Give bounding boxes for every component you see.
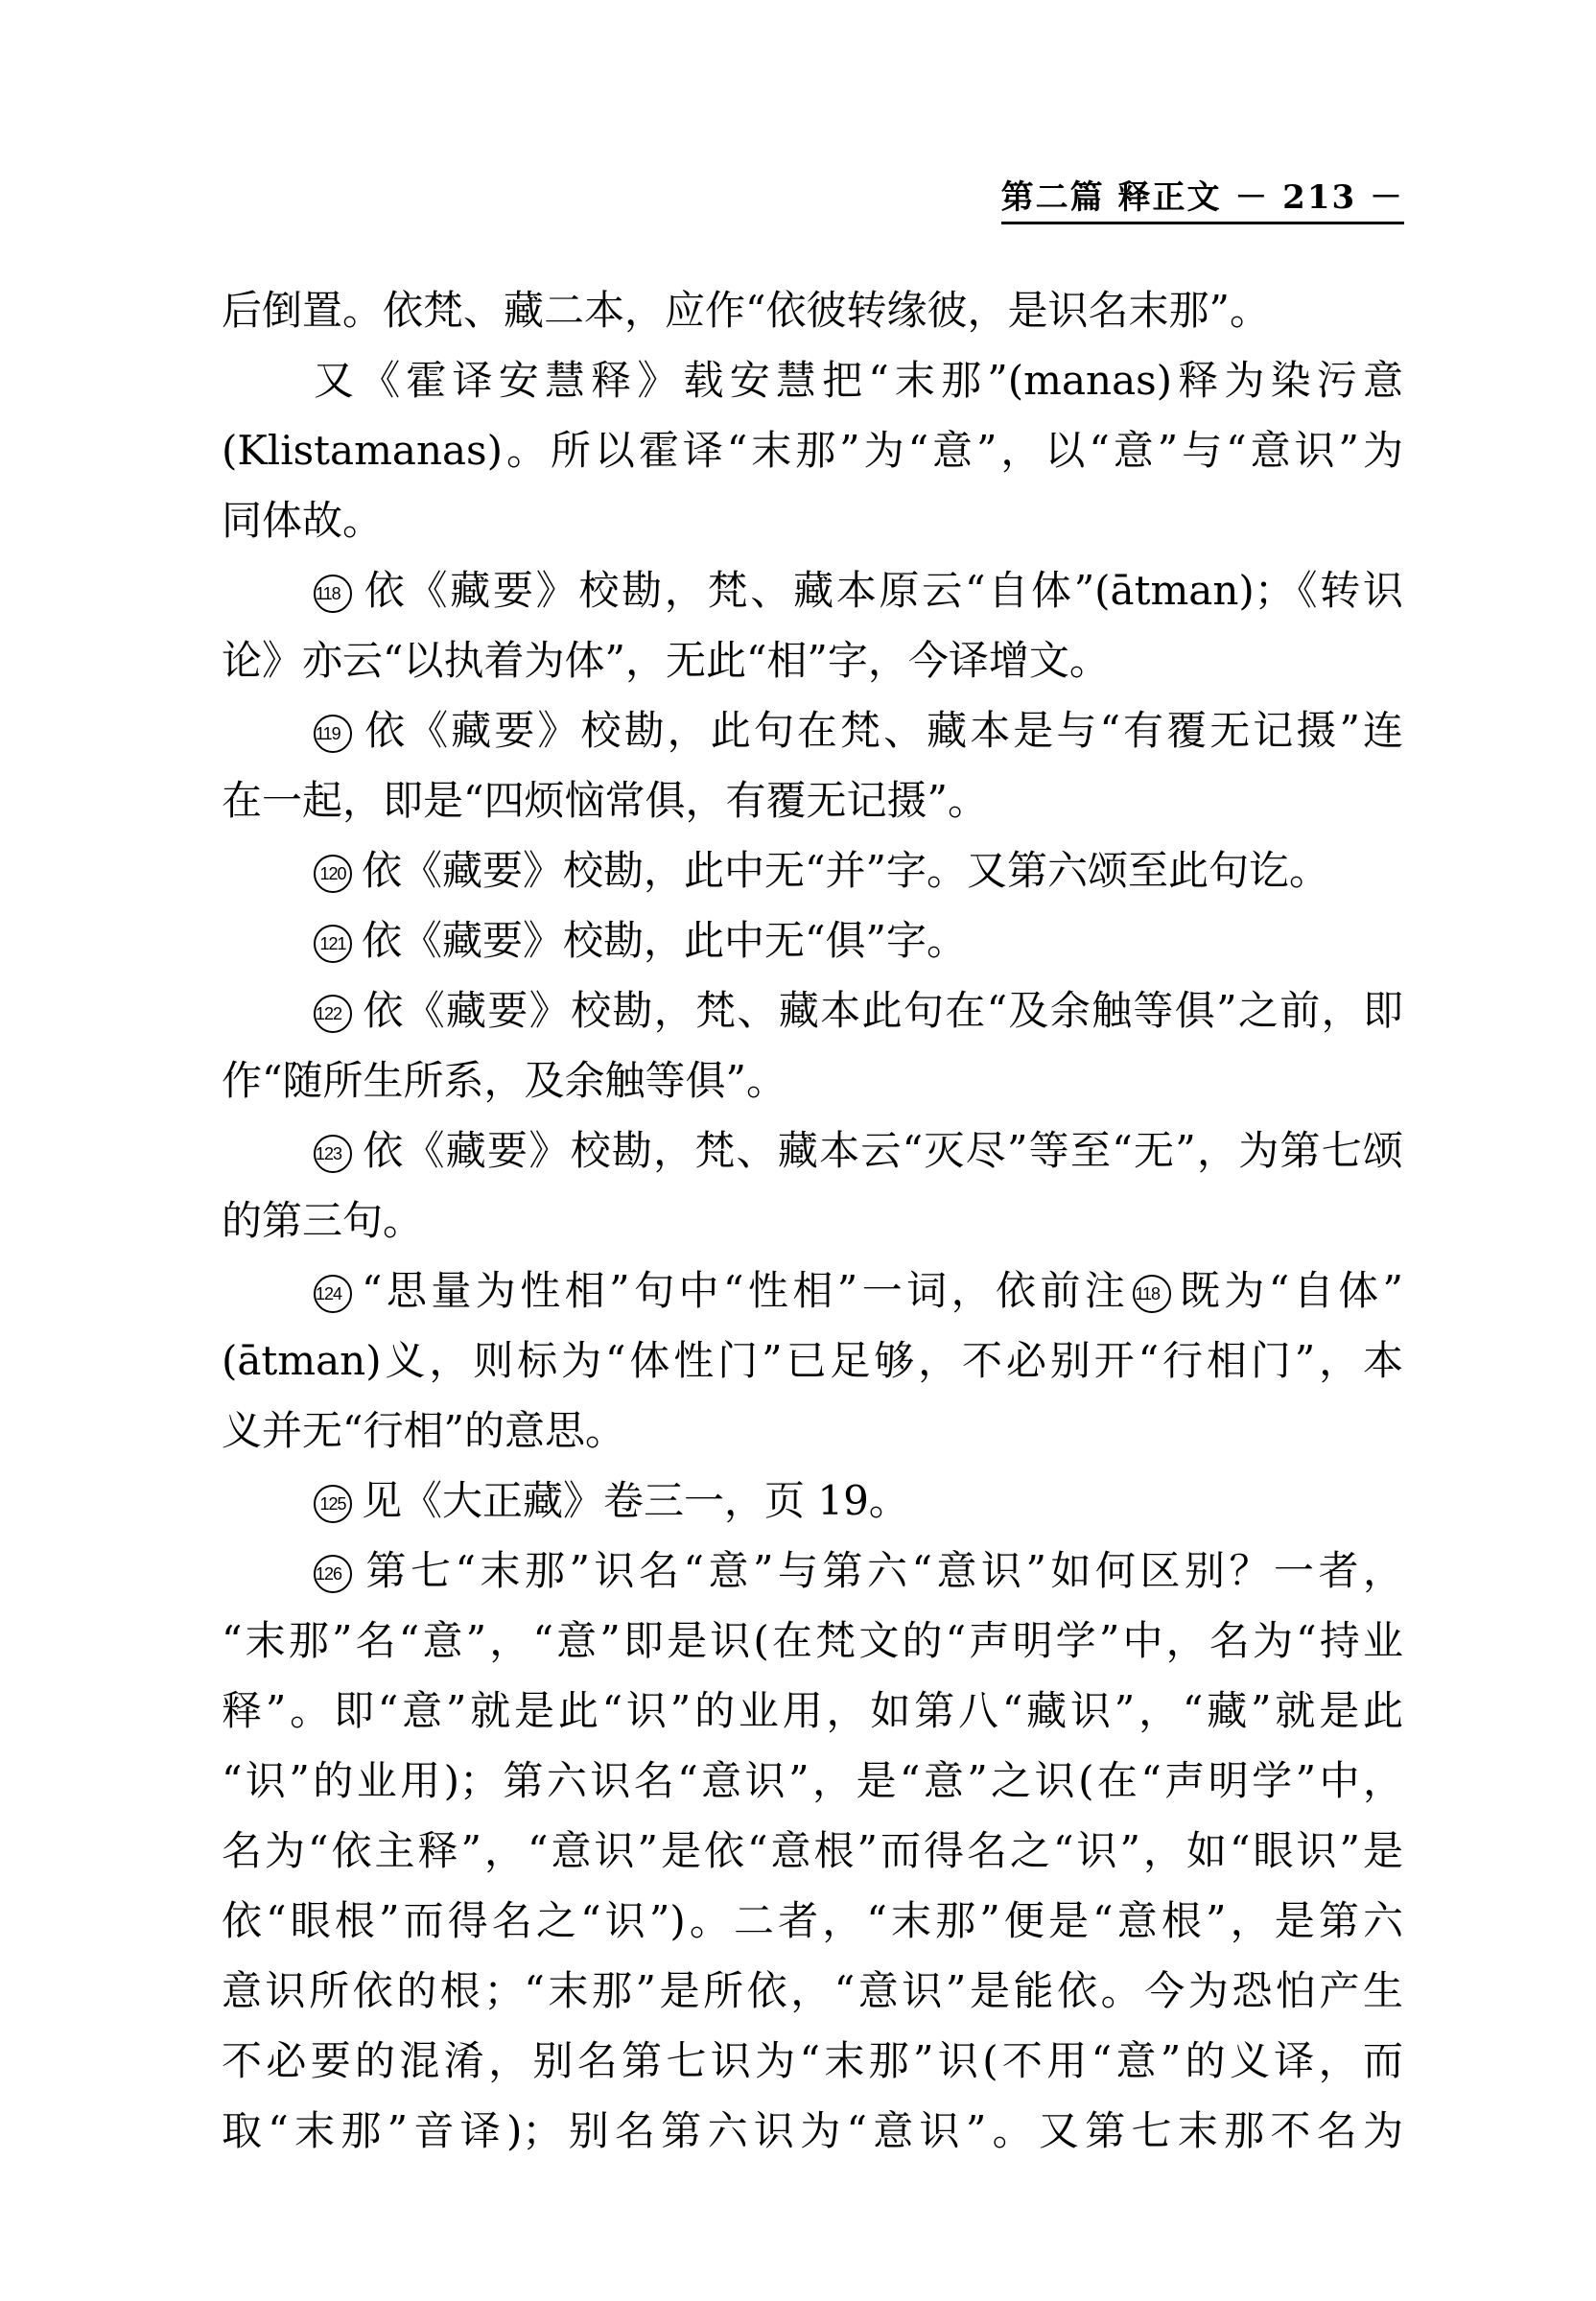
text-line: (Klistamanas)。所以霍译“末那”为“意”，以“意”与“意识”为 — [222, 427, 1403, 474]
footnote-124 — [222, 1256, 1403, 1326]
footnote-125 — [222, 1466, 1403, 1536]
text-line: 依《藏要》校勘，梵、藏本原云“自体”(ātman)；《转识 — [362, 567, 1403, 614]
text-line: 论》亦云“以执着为体”，无此“相”字，今译增文。 — [222, 637, 1110, 684]
text-line: 依《藏要》校勘，此中无“俱”字。 — [362, 917, 967, 964]
footnote-number: 118 — [314, 575, 352, 613]
text-line: 意识所依的根；“末那”是所依，“意识”是能依。今为恐怕产生 — [222, 1967, 1403, 2014]
text-line: 义并无“行相”的意思。 — [222, 1407, 625, 1454]
text-line: 依《藏要》校勘，此句在梵、藏本是与“有覆无记摄”连 — [362, 707, 1403, 754]
footnote-122 — [222, 975, 1403, 1045]
text-line: 既为“自体” — [1175, 1267, 1403, 1314]
footnote-number: 120 — [314, 855, 352, 893]
footnote-number: 123 — [314, 1135, 352, 1173]
text-line: 依《藏要》校勘，此中无“并”字。又第六颂至此句讫。 — [362, 847, 1329, 894]
text-line: 依《藏要》校勘，梵、藏本此句在“及余触等俱”之前，即 — [362, 987, 1403, 1034]
footnote-number: 124 — [314, 1275, 352, 1313]
footnote-123 — [222, 1115, 1403, 1186]
text-line: 取“末那”音译)；别名第六识为“意识”。又第七末那不名为 — [222, 2107, 1403, 2154]
text-line: “思量为性相”句中“性相”一词，依前注 — [362, 1267, 1130, 1314]
footnote-reference: 118 — [1133, 1275, 1171, 1313]
footnote-120 — [222, 835, 1403, 905]
footnote-number: 125 — [314, 1485, 352, 1523]
text-line: 第七“末那”识名“意”与第六“意识”如何区别？一者， — [362, 1547, 1403, 1594]
text-line: 依《藏要》校勘，梵、藏本云“灭尽”等至“无”，为第七颂 — [362, 1127, 1403, 1174]
text-line: 释”。即“意”就是此“识”的业用，如第八“藏识”，“藏”就是此 — [222, 1687, 1403, 1734]
text-line: 的第三句。 — [222, 1197, 424, 1244]
text-line: 依“眼根”而得名之“识”)。二者，“末那”便是“意根”，是第六 — [222, 1897, 1403, 1944]
footnote-121 — [222, 905, 1403, 975]
footnote-number: 119 — [314, 715, 352, 753]
text-line: 见《大正藏》卷三一，页 19。 — [362, 1477, 909, 1524]
footnote-number: 122 — [314, 995, 352, 1033]
text-line: 后倒置。依梵、藏二本，应作“依彼转缘彼，是识名末那”。 — [222, 287, 1270, 334]
text-line: 不必要的混淆，别名第七识为“末那”识(不用“意”的义译，而 — [222, 2037, 1403, 2084]
text-line: “末那”名“意”，“意”即是识(在梵文的“声明学”中，名为“持业 — [222, 1617, 1403, 1664]
footnote-126 — [222, 1536, 1403, 1606]
footnote-number: 126 — [314, 1555, 352, 1593]
footnote-119 — [222, 695, 1403, 765]
text-line: (ātman)义，则标为“体性门”已足够，不必别开“行相门”，本 — [222, 1337, 1403, 1384]
footnote-118 — [222, 555, 1403, 625]
footnote-number: 121 — [314, 925, 352, 963]
text-line: 同体故。 — [222, 497, 384, 544]
text-line: “识”的业用)；第六识名“意识”，是“意”之识(在“声明学”中， — [222, 1757, 1403, 1804]
text-line: 在一起，即是“四烦恼常俱，有覆无记摄”。 — [222, 777, 988, 824]
text-line: 名为“依主释”，“意识”是依“意根”而得名之“识”，如“眼识”是 — [222, 1827, 1403, 1874]
page-body — [222, 275, 1403, 2166]
text-line: 作“随所生所系，及余触等俱”。 — [222, 1057, 786, 1104]
running-header: 第二篇 释正文 － 213 － — [1001, 171, 1404, 224]
text-line: 又《霍译安慧释》载安慧把“末那”(manas)释为染污意 — [314, 357, 1403, 404]
